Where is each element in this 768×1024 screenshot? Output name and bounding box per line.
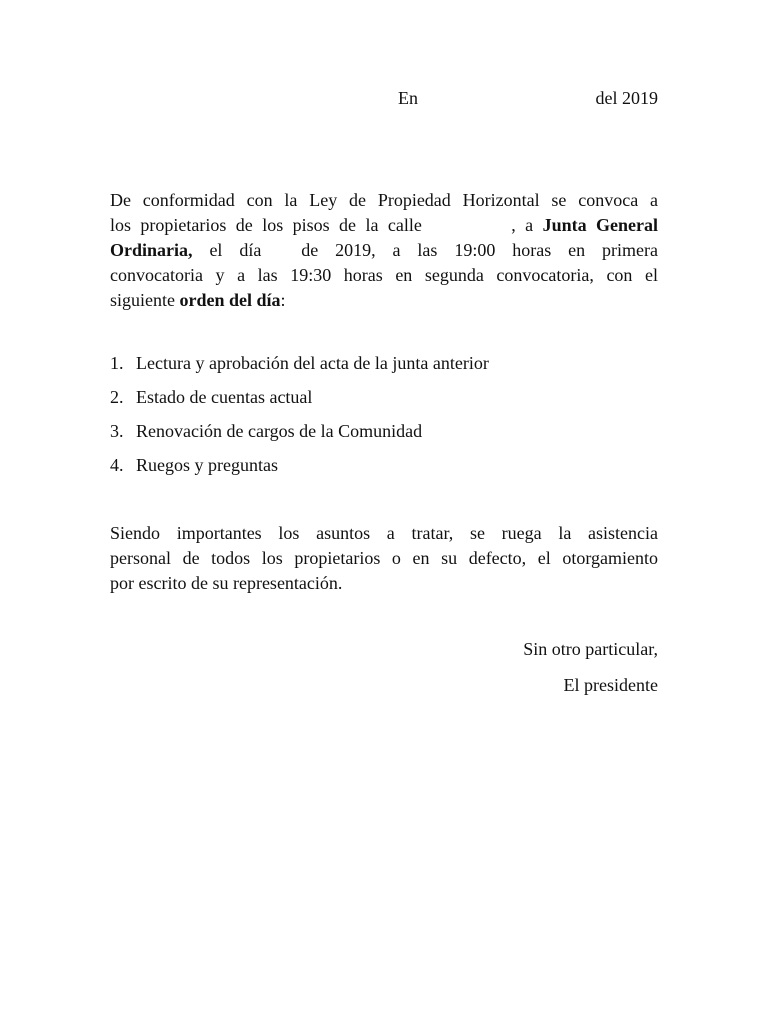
intro-line-2-text: los propietarios de los pisos de la calle — [110, 215, 422, 235]
agenda-item — [110, 385, 489, 419]
day-label: el día — [209, 240, 262, 260]
agenda-item — [110, 351, 489, 385]
intro-line-2-connector: , a — [511, 215, 534, 235]
schedule-text: de 2019, a las 19:00 horas en primera — [301, 240, 659, 260]
signoff-signer: El presidente — [563, 675, 658, 695]
signoff-greeting: Sin otro particular, — [523, 639, 658, 659]
intro-line-5 — [110, 288, 658, 313]
date-year-label: del 2019 — [595, 88, 658, 108]
date-place-label: En — [398, 88, 418, 108]
date-line — [110, 86, 658, 110]
agenda-item-number: 2. — [110, 387, 124, 407]
agenda-heading: orden del día — [179, 290, 281, 310]
agenda-item-number: 1. — [110, 353, 124, 373]
agenda-item — [110, 453, 489, 487]
closing-line-3: por escrito de su representación. — [110, 573, 343, 593]
agenda-item-number: 4. — [110, 455, 124, 475]
intro-line-3 — [110, 238, 658, 263]
agenda-list — [110, 351, 489, 487]
meeting-type-part-2: Ordinaria, — [110, 240, 193, 260]
agenda-colon: : — [280, 290, 286, 310]
intro-line-4: convocatoria y a las 19:30 horas en segunda convocatoria, con el — [110, 265, 658, 285]
agenda-item-text: Ruegos y preguntas — [136, 455, 278, 475]
agenda-item-number: 3. — [110, 421, 124, 441]
meeting-type-part-1: Junta General — [542, 215, 659, 235]
intro-line-2 — [110, 213, 658, 238]
agenda-item-text: Lectura y aprobación del acta de la junta anterior — [136, 353, 489, 373]
closing-line-1: Siendo importantes los asuntos a tratar, se ruega la asistencia — [110, 523, 658, 543]
agenda-item — [110, 419, 489, 453]
intro-line-1: De conformidad con la Ley de Propiedad Horizontal se convoca a — [110, 190, 658, 210]
closing-paragraph — [110, 521, 658, 596]
intro-paragraph — [110, 188, 658, 313]
agenda-item-text: Renovación de cargos de la Comunidad — [136, 421, 423, 441]
closing-line-2: personal de todos los propietarios o en su defecto, el otorgamiento — [110, 548, 658, 568]
agenda-item-text: Estado de cuentas actual — [136, 387, 313, 407]
agenda-intro-text: siguiente — [110, 290, 175, 310]
